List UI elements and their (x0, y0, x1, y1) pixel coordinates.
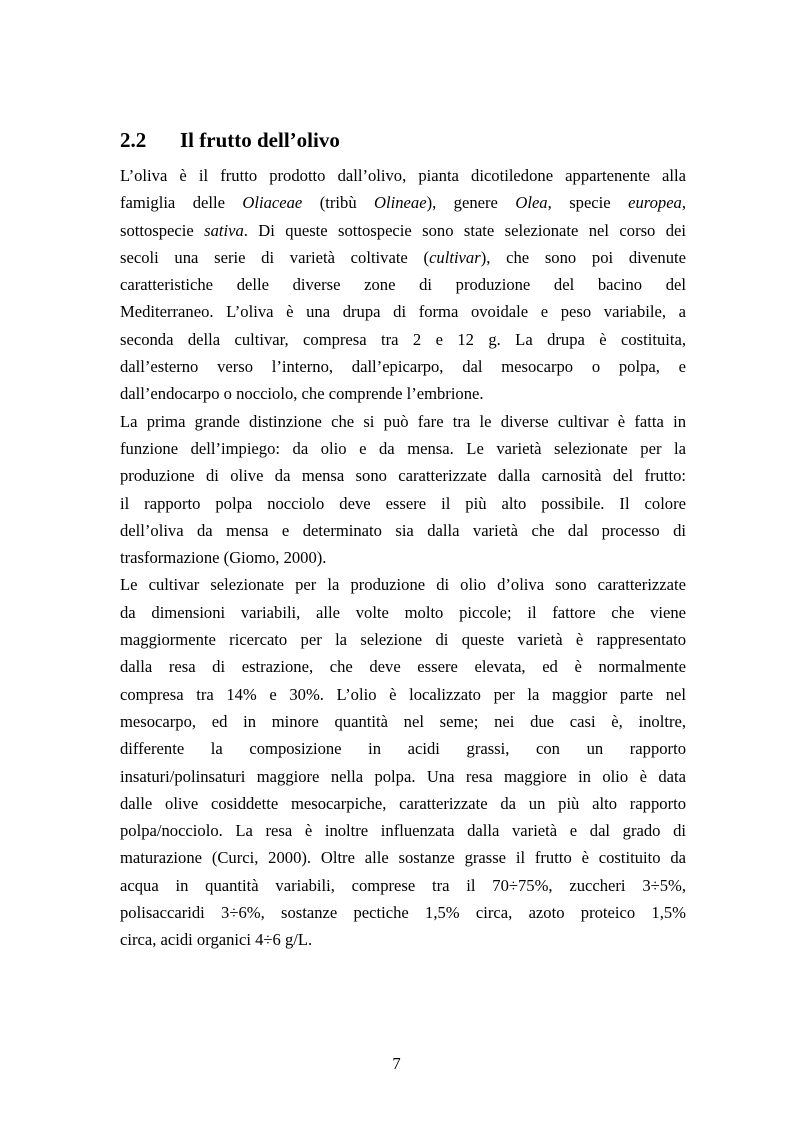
text-segment: famiglia delle (120, 193, 243, 213)
text-line (120, 517, 686, 544)
text-line (120, 271, 686, 298)
text-segment: produzione di olive da mensa sono caratterizzate dalla carnosità del frutto: (120, 466, 686, 486)
text-segment: ), che sono poi divenute (480, 247, 686, 267)
text-segment: il rapporto polpa nocciolo deve essere il più alto possibile. Il colore (120, 493, 686, 513)
text-line (120, 817, 686, 844)
text-segment: , specie (547, 193, 629, 213)
text-segment: maturazione (Curci, 2000). Oltre alle sostanze grasse il frutto è costituito da (120, 848, 686, 868)
text-line (120, 435, 686, 462)
text-line (120, 298, 686, 325)
text-segment: funzione dell’impiego: da olio e da mensa. Le varietà selezionate per la (120, 438, 686, 458)
text-line (120, 571, 686, 598)
section-number: 2.2 (120, 128, 147, 152)
text-line (120, 244, 686, 271)
text-segment: maggiormente ricercato per la selezione di queste varietà è rappresentato (120, 630, 686, 650)
text-segment: L’oliva è il frutto prodotto dall’olivo, pianta dicotiledone appartenente alla (120, 166, 686, 185)
text-line (120, 872, 686, 899)
paragraph (120, 571, 686, 953)
text-line (120, 162, 686, 189)
paragraph (120, 408, 686, 572)
text-segment: secoli una serie di varietà coltivate ( (120, 247, 430, 267)
text-line (120, 626, 686, 653)
text-segment: sottospecie (120, 220, 205, 240)
text-segment: ), genere (426, 193, 516, 213)
text-segment: circa, acidi organici 4÷6 g/L. (120, 930, 313, 950)
text-segment: compresa tra 14% e 30%. L’olio è localizzato per la maggior parte nel (120, 684, 686, 704)
paragraph (120, 162, 686, 408)
text-line (120, 899, 686, 926)
text-line (120, 681, 686, 708)
text-segment: dall’esterno verso l’interno, dall’epicarpo, dal mesocarpo o polpa, e (120, 357, 686, 377)
text-line (120, 353, 686, 380)
text-line (120, 926, 686, 953)
text-segment: trasformazione (Giomo, 2000). (120, 548, 327, 568)
text-line (120, 380, 686, 407)
text-segment: dell’oliva da mensa e determinato sia dalla varietà che dal processo di (120, 520, 686, 540)
text-segment: mesocarpo, ed in minore quantità nel seme; nei due casi è, inoltre, (120, 711, 686, 731)
text-line (120, 844, 686, 871)
text-segment: polisaccaridi 3÷6%, sostanze pectiche 1,5% circa, azoto proteico 1,5% (120, 903, 686, 923)
text-segment: da dimensioni variabili, alle volte molto piccole; il fattore che viene (120, 602, 686, 622)
italic-term: sativa (204, 220, 244, 240)
italic-term: cultivar (429, 247, 481, 267)
italic-term: Olea (515, 193, 548, 213)
text-line (120, 735, 686, 762)
text-line (120, 708, 686, 735)
text-line (120, 326, 686, 353)
text-segment: La prima grande distinzione che si può fare tra le diverse cultivar è fatta in (120, 411, 686, 431)
text-line (120, 217, 686, 244)
text-segment: polpa/nocciolo. La resa è inoltre influenzata dalla varietà e dal grado di (120, 821, 686, 841)
text-line (120, 189, 686, 216)
text-segment: dall’endocarpo o nocciolo, che comprende l’embrione. (120, 384, 484, 404)
text-line (120, 653, 686, 680)
body-text (120, 162, 686, 954)
text-segment: seconda della cultivar, compresa tra 2 e 12 g. La drupa è costituita, (120, 329, 686, 349)
text-line (120, 763, 686, 790)
text-segment: dalla resa di estrazione, che deve essere elevata, ed è normalmente (120, 657, 686, 677)
italic-term: europea (628, 193, 682, 213)
text-segment: Mediterraneo. L’oliva è una drupa di forma ovoidale e peso variabile, a (120, 302, 686, 322)
text-line (120, 790, 686, 817)
text-line (120, 599, 686, 626)
text-segment: differente la composizione in acidi grassi, con un rapporto (120, 739, 686, 759)
text-line (120, 490, 686, 517)
text-segment: insaturi/polinsaturi maggiore nella polpa. Una resa maggiore in olio è data (120, 766, 686, 786)
text-segment: . Di queste sottospecie sono state selezionate nel corso dei (243, 220, 686, 240)
text-line (120, 544, 686, 571)
text-segment: , (681, 193, 687, 213)
text-segment: Le cultivar selezionate per la produzione di olio d’oliva sono caratterizzate (120, 575, 686, 595)
page-number: 7 (392, 1054, 401, 1073)
text-segment: (tribù (302, 193, 375, 213)
text-segment: acqua in quantità variabili, comprese tra il 70÷75%, zuccheri 3÷5%, (120, 875, 686, 895)
italic-term: Olineae (374, 193, 427, 213)
text-segment: caratteristiche delle diverse zone di produzione del bacino del (120, 275, 686, 295)
text-line (120, 408, 686, 435)
text-segment: dalle olive cosiddette mesocarpiche, caratterizzate da un più alto rapporto (120, 793, 686, 813)
italic-term: Oliaceae (242, 193, 303, 213)
section-heading (120, 126, 340, 154)
text-line (120, 462, 686, 489)
section-title: Il frutto dell’olivo (180, 128, 340, 152)
